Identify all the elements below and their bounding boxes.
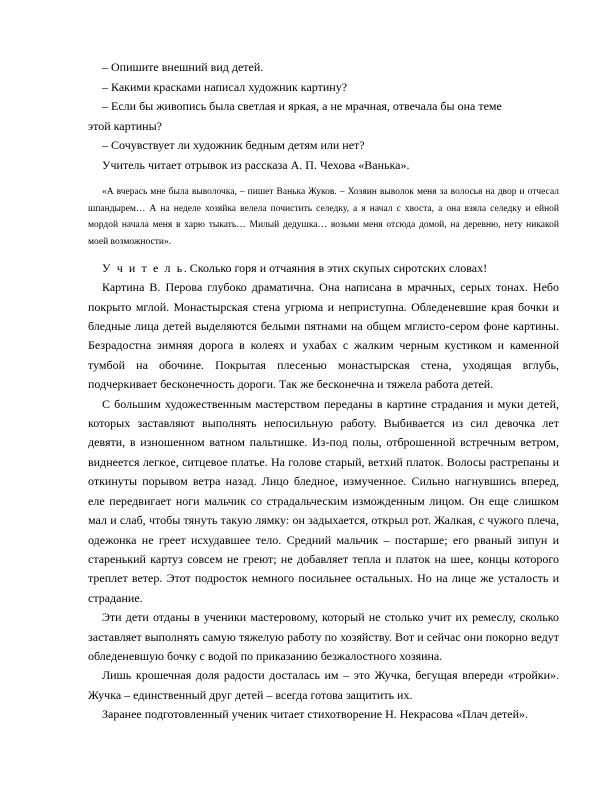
question-line: – Если бы живопись была светлая и яркая, а не мрачная, отвечала бы она теме — [102, 99, 502, 113]
question-line: – Опишите внешний вид детей. — [102, 60, 264, 74]
paragraph: Лишь крошечная доля радости досталась им – это Жучка, бегущая впереди «тройки». Жучка – единственный друг детей – всегда готова защитить их. — [88, 668, 559, 702]
teacher-label: У ч и т е л ь — [102, 260, 184, 275]
paragraph: Картина В. Перова глубоко драматична. Она написана в мрачных, серых тонах. Небо покрыто мглой. Монастырская стена угрюма и неприступна. Обледеневшие края бочки и бледные лица детей выделяются белыми пятнами на общем мглисто-сером фоне картины. Безрадостна зимняя дорога в колеях и ухабах с жалким черным кустиком и каменной тумбой на обочине. Покрытая плесенью монастырская стена, уходящая вглубь, подчеркивает бесконечность дороги. Так же бесконечна и тяжела работа детей. — [88, 280, 559, 392]
teacher-text: . Сколько горя и отчаяния в этих скупых сиротских словах! — [183, 260, 488, 275]
teacher-line — [88, 259, 559, 278]
document-page — [88, 58, 559, 725]
lead-sentence: Учитель читает отрывок из рассказа А. П. Чехова «Ванька». — [102, 157, 410, 172]
chekhov-quote: «А вчерась мне была выволочка, – пишет Ванька Жуков. – Хозяин выволок меня за волосья на двор и отчесал шпандырем… А на неделе хозяйка велела почистить селедку, а я начал с хвоста, а она взяла селедку и ейной мордой начала меня в харю тыкать… Милый дедушка… возьми меня отсюда домой, на деревню, нету никакой моей возможности». — [88, 187, 559, 248]
question-line: – Какими красками написал художник картину? — [102, 79, 348, 94]
paragraph: Заранее подготовленный ученик читает стихотворение Н. Некрасова «Плач детей». — [102, 707, 529, 722]
paragraph: Эти дети отданы в ученики мастеровому, который не столько учит их ремеслу, сколько заставляет выполнять самую тяжелую работу по хозяйству. Вот и сейчас они покорно ведут обледеневшую бочку с водой по приказанию безжалостного хозяина. — [88, 610, 559, 663]
question-list — [88, 58, 559, 156]
question-line: этой картины? — [88, 118, 162, 133]
paragraph: С большим художественным мастерством переданы в картине страдания и муки детей, которых заставляют выполнять непосильную работу. Выбивается из сил девочка лет девяти, в изношенном ватном пальтишке. Из-под полы, отброшенной встречным ветром, виднеется легкое, ситцевое платье. На голове старый, ветхий платок. Волосы растрепаны и откинуты порывом ветра назад. Лицо бледное, измученное. Сильно нагнувшись вперед, еле передвигает ноги мальчик со страдальческим изможденным лицом. Он еще слишком мал и слаб, чтобы тянуть такую лямку: он задыхается, открыл рот. Жалкая, с чужого плеча, одежонка не греет исхудавшее тело. Средний мальчик – постарше; его рваный зипун и старенький картуз совсем не греют; не добавляет тепла и платок на шее, концы которого треплет ветер. Этот подросток немного посильнее остальных. Но на лице же усталость и страдание. — [88, 396, 559, 605]
question-line: – Сочувствует ли художник бедным детям или нет? — [102, 138, 365, 152]
